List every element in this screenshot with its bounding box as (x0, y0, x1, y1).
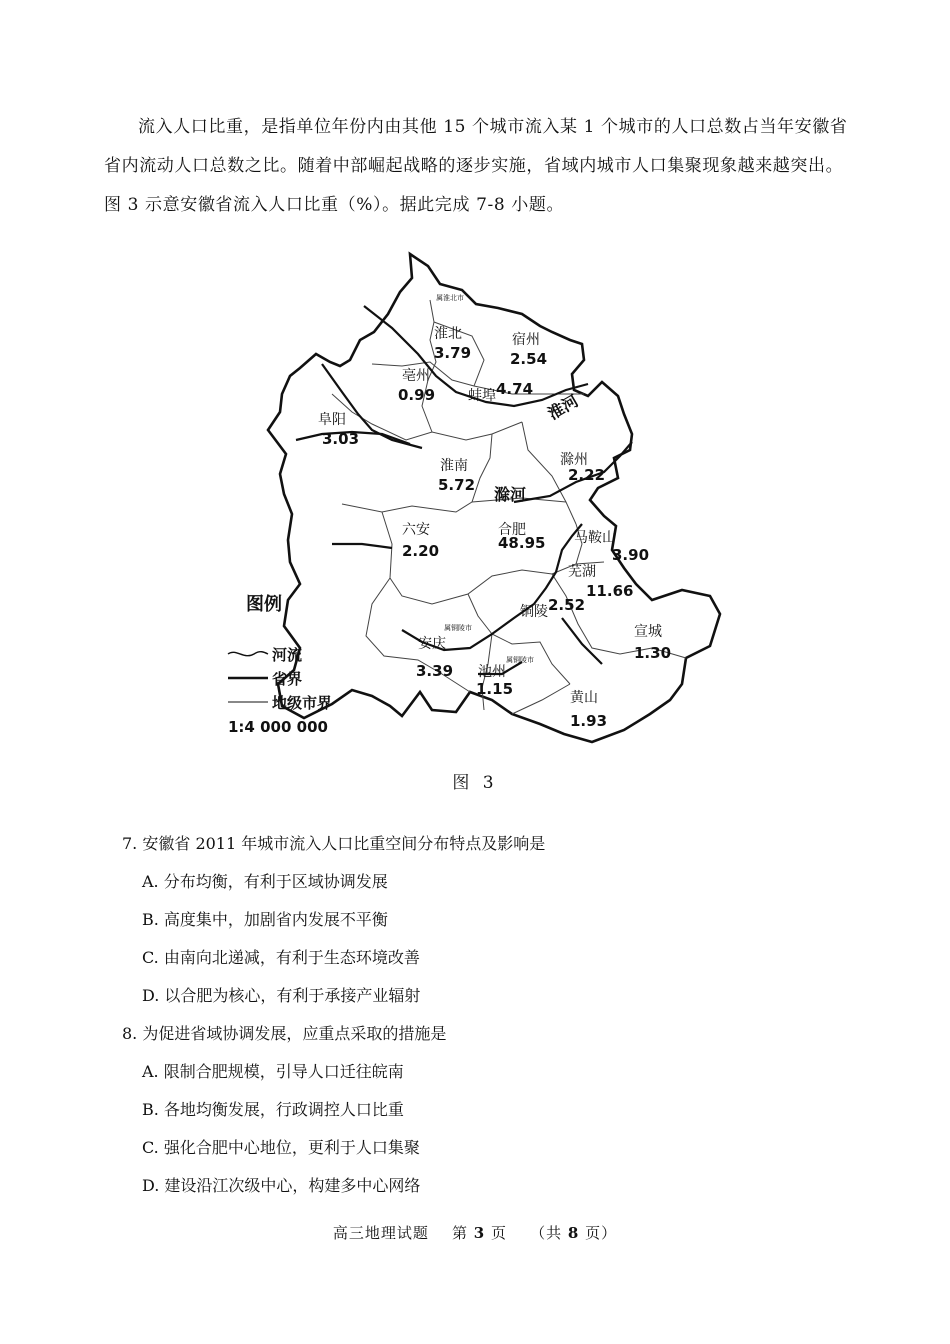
city-value: 2.54 (510, 350, 548, 368)
city-value: 2.22 (568, 466, 606, 484)
question-option: A. 限制合肥规模，引导人口迁往皖南 (142, 1062, 404, 1081)
huaihe-label: 淮河 (544, 391, 582, 424)
river-south-east (562, 618, 602, 664)
city-name: 滁州 (560, 452, 588, 468)
question-stem: 7. 安徽省 2011 年城市流入人口比重空间分布特点及影响是 (122, 834, 546, 853)
question-option: A. 分布均衡，有利于区域协调发展 (142, 872, 388, 891)
city-value: 4.74 (496, 380, 534, 398)
question-option: D. 建设沿江次级中心，构建多中心网络 (142, 1176, 421, 1195)
city-value: 1.15 (476, 680, 514, 698)
city-value: 1.30 (634, 644, 672, 662)
city-value: 3.79 (434, 344, 472, 362)
city-value: 2.52 (548, 596, 586, 614)
question-stem: 8. 为促进省域协调发展，应重点采取的措施是 (122, 1024, 447, 1043)
city-name: 黄山 (570, 690, 598, 706)
city-name: 马鞍山 (574, 530, 616, 546)
city-name: 合肥 (498, 522, 526, 538)
intro-text (104, 108, 860, 225)
city-name: 安庆 (418, 636, 446, 652)
city-name: 池州 (478, 664, 506, 680)
map-svg (222, 244, 742, 764)
city-name: 阜阳 (318, 412, 346, 428)
city-value: 48.95 (498, 534, 546, 552)
city-value: 0.99 (398, 386, 436, 404)
small-note: 属铜陵市 (506, 656, 534, 664)
city-name: 亳州 (402, 368, 430, 384)
question-option: B. 各地均衡发展，行政调控人口比重 (142, 1100, 404, 1119)
city-name: 淮南 (440, 458, 468, 474)
city-name: 蚌埠 (468, 388, 496, 404)
footer-page-number: 3 (473, 1224, 486, 1242)
legend-city-border: 地级市界 (272, 694, 333, 712)
footer-total-prefix: （共 (530, 1224, 563, 1242)
footer-page-suffix: 页 (490, 1224, 507, 1242)
question-option: C. 由南向北递减，有利于生态环境改善 (142, 948, 420, 967)
city-value: 11.66 (586, 582, 634, 600)
city-name: 铜陵 (520, 604, 548, 620)
page-footer (0, 1222, 950, 1243)
city-value: 3.90 (612, 546, 650, 564)
question-option: C. 强化合肥中心地位，更利于人口集聚 (142, 1138, 420, 1157)
city-name: 宿州 (512, 332, 540, 348)
footer-total-suffix: 页） (585, 1224, 618, 1242)
small-note: 属铜陵市 (444, 624, 472, 632)
city-name: 芜湖 (568, 564, 596, 580)
question-option: D. 以合肥为核心，有利于承接产业辐射 (142, 986, 421, 1005)
city-borders (332, 300, 686, 714)
legend-river-symbol (228, 652, 268, 656)
city-name: 宣城 (634, 624, 662, 640)
footer-total-pages: 8 (567, 1224, 580, 1242)
figure-caption: 图 3 (452, 773, 498, 793)
city-value: 5.72 (438, 476, 476, 494)
city-name: 六安 (402, 522, 430, 538)
city-value: 2.20 (402, 542, 440, 560)
intro-paragraph: 流入人口比重，是指单位年份内由其他 15 个城市流入某 1 个城市的人口总数占当年安徽省省内流动人口总数之比。随着中部崛起战略的逐步实施，省域内城市人口集聚现象越来越突出。图 3 示意安徽省流入人口比重（%）。据此完成 7-8 小题。 (104, 117, 848, 215)
chuhe-label: 滁河 (494, 485, 527, 504)
question-option: B. 高度集中，加剧省内发展不平衡 (142, 910, 388, 929)
legend-province: 省界 (272, 670, 303, 688)
small-note: 属淮北市 (436, 294, 464, 302)
city-value: 3.03 (322, 430, 360, 448)
legend-scale: 1:4 000 000 (228, 718, 328, 736)
city-value: 3.39 (416, 662, 454, 680)
legend-title: 图例 (246, 594, 282, 615)
questions (122, 825, 862, 1205)
footer-subject: 高三地理试题 (332, 1224, 429, 1242)
river-lu-an (332, 544, 392, 548)
legend-river: 河流 (272, 646, 303, 664)
anhui-inflow-map (222, 244, 742, 764)
legend (228, 593, 332, 736)
city-value: 1.93 (570, 712, 608, 730)
city-name: 淮北 (434, 326, 462, 342)
city-labels (318, 293, 671, 730)
footer-page-prefix: 第 (451, 1224, 468, 1242)
